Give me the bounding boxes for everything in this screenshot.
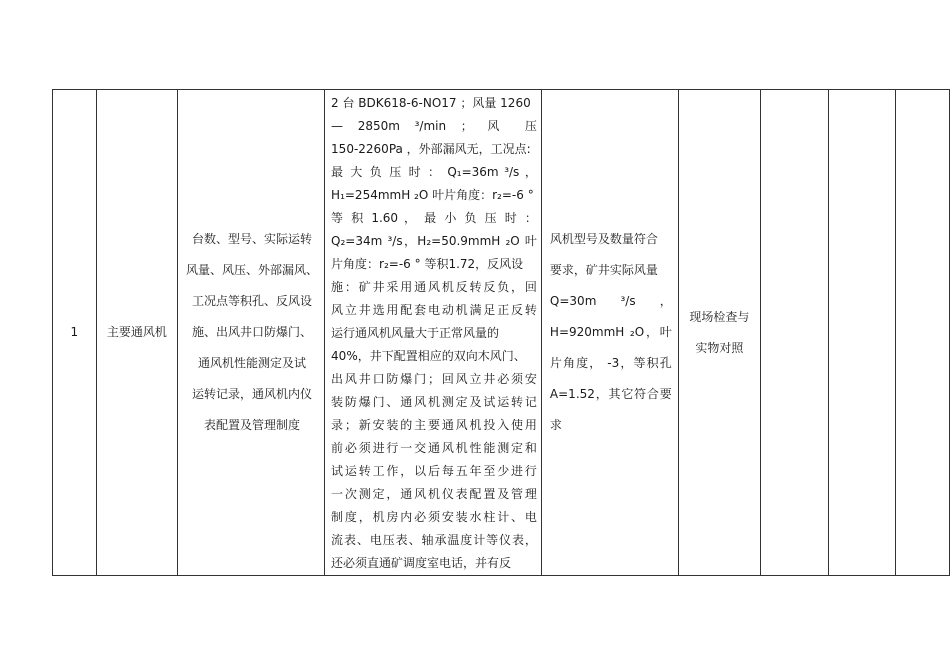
text-line: 风量、风压、外部漏风、: [186, 263, 319, 277]
text-line: 表配置及管理制度: [204, 418, 301, 432]
row-number-cell: 1: [53, 90, 97, 576]
text-line: A=1.52，其它符合要: [549, 387, 672, 401]
standard-text: [542, 224, 678, 441]
table-row: [53, 90, 950, 576]
standard-cell: [541, 90, 678, 576]
text-line: 还必须直通矿调度室电话，并有反: [331, 556, 512, 570]
text-line: 150-2260Pa ，外部漏风无，工况点:: [331, 142, 531, 156]
text-line: 要求，矿井实际风量: [549, 263, 658, 277]
empty-cell-2: [828, 90, 895, 576]
text-line: 流表、电压表、轴承温度计等仪表，: [331, 533, 537, 547]
text-line: 台数、型号、实际运转: [192, 232, 313, 246]
text-line: 前必须进行一交通风机性能测定和: [331, 441, 537, 455]
text-line: 录；新安装的主要通风机投入使用: [331, 418, 537, 432]
text-line: 工况点等积孔、反风设: [192, 294, 313, 308]
text-line: 片角度：r₂=-6 ° 等积1.72，反风设: [331, 257, 524, 271]
text-line: 风立井选用配套电动机满足正反转: [331, 303, 537, 317]
inspection-content-text: [178, 224, 324, 441]
text-line: 运转记录，通风机内仪: [192, 387, 313, 401]
method-text: [679, 302, 760, 364]
text-line: 制度，机房内必须安装水柱计、电: [331, 510, 537, 524]
text-line: 试运转工作，以后每五年至少进行: [331, 464, 537, 478]
text-line: — 2850m ³/min ； 风 压: [331, 119, 537, 133]
text-line: Q=30m ³/s ，: [549, 294, 672, 308]
item-name-cell: 主要通风机: [96, 90, 177, 576]
text-line: 现场检查与: [689, 309, 750, 324]
text-line: H₁=254mmH ₂O 叶片角度：r₂=-6 °: [331, 188, 534, 202]
text-line: 40%，井下配置相应的双向木风门、: [331, 349, 526, 363]
empty-cell-1: [761, 90, 828, 576]
text-line: 片角度， -3，等积孔: [549, 356, 672, 370]
text-line: 运行通风机风量大于正常风量的: [331, 326, 500, 340]
text-line: 施：矿井采用通风机反转反负，回: [331, 280, 537, 294]
text-line: 装防爆门、通风机测定及试运转记: [331, 395, 537, 409]
text-line: 施、出风井口防爆门、: [192, 325, 313, 339]
text-line: 等 积 1.60 ， 最 小 负 压 时 ：: [331, 211, 537, 225]
text-line: 2 台 BDK618-6-NO17 ；风量 1260: [331, 96, 531, 110]
text-line: 风机型号及数量符合: [549, 232, 658, 246]
text-line: 最 大 负 压 时 ： Q₁=36m ³/s ，: [331, 165, 537, 179]
inspection-content-cell: [178, 90, 325, 576]
text-line: 出风井口防爆门；回风立井必须安: [331, 372, 537, 386]
text-line: Q₂=34m ³/s，H₂=50.9mmH ₂O 叶: [331, 234, 537, 248]
text-line: 求: [549, 418, 562, 432]
text-line: H=920mmH ₂O，叶: [549, 325, 672, 339]
inspection-table: [52, 89, 950, 576]
empty-cell-3: [895, 90, 949, 576]
requirement-cell: [325, 90, 542, 576]
text-line: 实物对照: [695, 340, 744, 355]
text-line: 通风机性能测定及试: [198, 356, 307, 370]
text-line: 一次测定，通风机仪表配置及管理: [331, 487, 537, 501]
requirement-text: [325, 90, 541, 575]
method-cell: [678, 90, 760, 576]
